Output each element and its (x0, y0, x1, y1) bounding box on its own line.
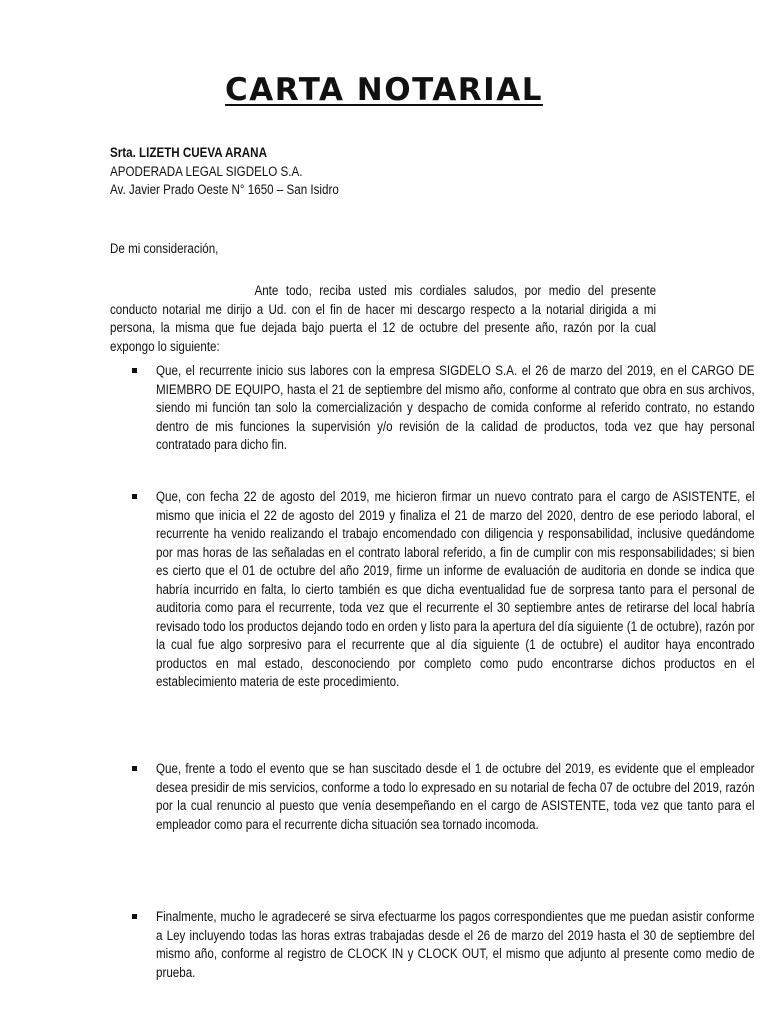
square-bullet-icon (132, 766, 137, 771)
square-bullet-icon (132, 368, 137, 373)
intro-text: Ante todo, reciba usted mis cordiales saludos, por medio del presente conducto notarial me dirijo a Ud. con el fin de hacer mi descargo respecto a la notarial dirigida a mi persona, la misma que fue dejada bajo puerta el 12 de octubre del presente año, razón por la cual expongo lo siguiente: (110, 283, 657, 354)
square-bullet-icon (132, 914, 137, 919)
list-item-text: Que, el recurrente inicio sus labores con la empresa SIGDELO S.A. el 26 de marzo del 2019, en el CARGO DE MIEMBRO DE EQUIPO, hasta el 21 de septiembre del mismo año, conforme al contrato que obra en sus archivos, siendo mi función tan solo la comercialización y despacho de comida conforme al referido contrato, no estando dentro de mis funciones la supervisión y/o revisión de la calidad de productos, toda vez que hay personal contratado para dicho fin. (156, 363, 755, 452)
greeting: De mi consideración, (110, 241, 219, 256)
intro-paragraph (110, 282, 656, 356)
addressee-block (110, 144, 660, 200)
list-item-text: Que, frente a todo el evento que se han suscitado desde el 1 de octubre del 2019, es evidente que el empleador desea presidir de mis servicios, conforme a todo lo expresado en su notarial de fecha 07 de octubre del 2019, razón por la cual renuncio al puesto que venía desempeñando en el cargo de ASISTENTE, toda vez que tanto para el empleador como para el recurrente dicha situación sea tornado incomoda. (156, 761, 755, 832)
square-bullet-icon (132, 494, 137, 499)
list-item-text: Finalmente, mucho le agradeceré se sirva efectuarme los pagos correspondientes que me puedan asistir conforme a Ley incluyendo todas las horas extras trabajadas desde el 26 de marzo del 2019 hasta el 30 de septiembre del mismo año, conforme al registro de CLOCK IN y CLOCK OUT, el mismo que adjunto al presente como medio de prueba. (156, 909, 755, 980)
addressee-role: APODERADA LEGAL SIGDELO S.A. (110, 163, 303, 179)
addressee-name: Srta. LIZETH CUEVA ARANA (110, 145, 267, 160)
addressee-address: Av. Javier Prado Oeste N° 1650 – San Isidro (110, 182, 339, 197)
list-item-text: Que, con fecha 22 de agosto del 2019, me hicieron firmar un nuevo contrato para el cargo de ASISTENTE, el mismo que inicia el 22 de agosto del 2019 y finaliza el 21 de marzo del 2020, dentro de ese periodo laboral, el recurrente ha venido realizando el trabajo encomendado con diligencia y responsabilidad, inclusive quedándome por mas horas de las señaladas en el contrato laboral referido, a fin de cumplir con mis responsabilidades; si bien es cierto que el 01 de octubre del año 2019, firme un informe de evaluación de auditoria en donde se indica que habría incurrido en falta, lo cierto también es que dicha eventualidad fue de sorpresa tanto para el personal de auditoria como para el recurrente, toda vez que el recurrente el 30 septiembre antes de retirarse del local habría revisado todo los productos dejando todo en orden y listo para la apertura del día siguiente (1 de octubre), razón por la cual fue algo sorpresivo para el recurrente que al día siguiente (1 de octubre) el auditor haya encontrado productos en mal estado, desconociendo por completo como pudo encontrarse dichos productos en el establecimiento materia de este procedimiento. (156, 489, 755, 689)
document-title: CARTA NOTARIAL (225, 72, 543, 108)
